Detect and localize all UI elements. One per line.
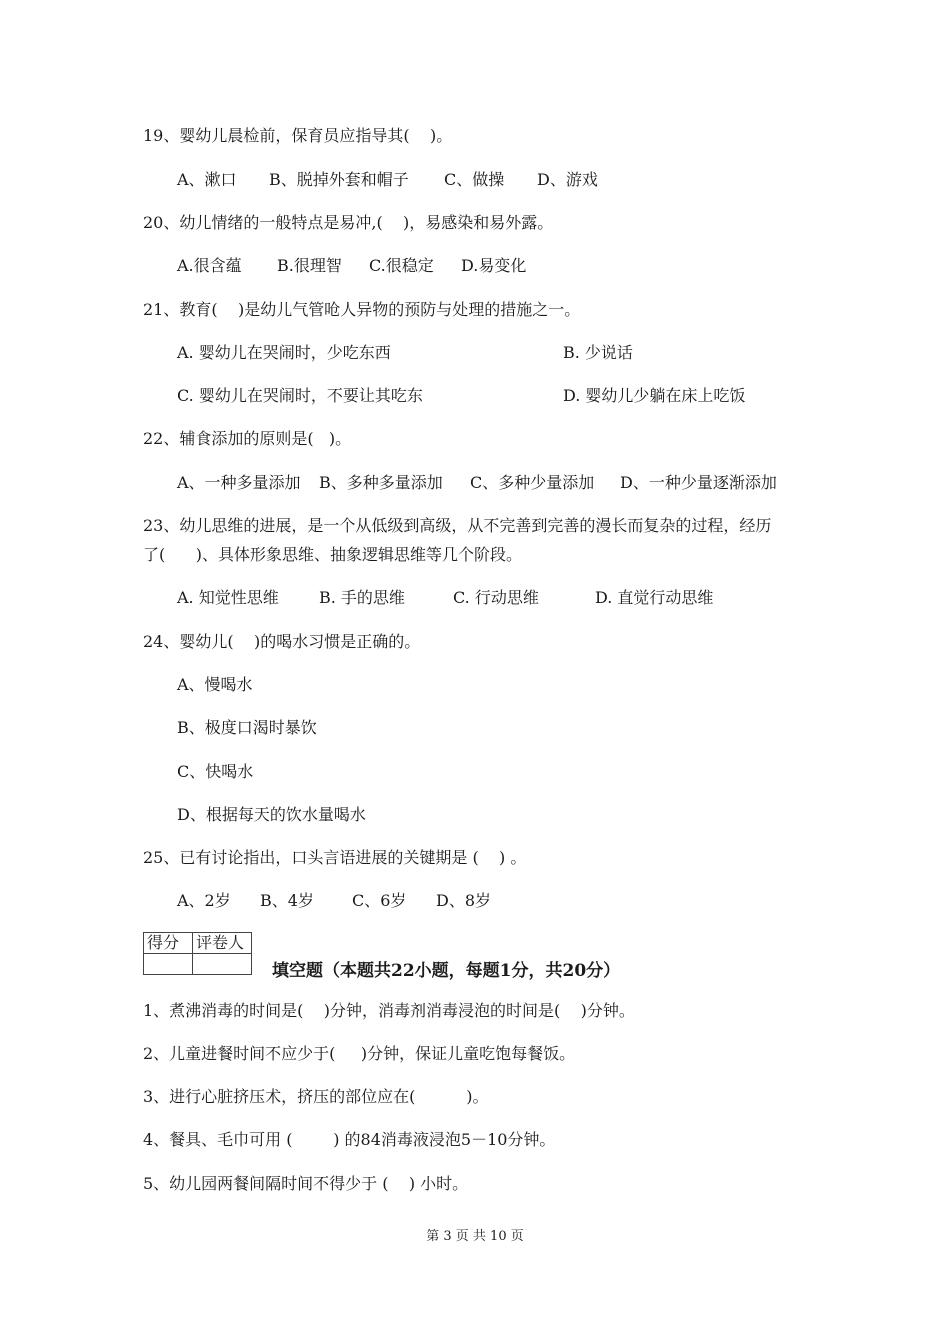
question-19-stem: 19、婴幼儿晨检前，保育员应指导其( )。 bbox=[143, 126, 453, 145]
question-19-option-a: A、漱口 bbox=[177, 170, 237, 189]
grader-cell[interactable] bbox=[193, 954, 252, 975]
question-20-option-d: D.易变化 bbox=[461, 256, 527, 275]
question-22-option-a: A、一种多量添加 bbox=[177, 473, 301, 492]
question-22-option-b: B、多种多量添加 bbox=[319, 473, 443, 492]
question-22-option-c: C、多种少量添加 bbox=[470, 473, 595, 492]
question-24-option-b: B、极度口渴时暴饮 bbox=[177, 718, 317, 737]
fill-blank-2: 2、儿童进餐时间不应少于( )分钟，保证儿童吃饱每餐饭。 bbox=[143, 1044, 576, 1063]
question-20-stem: 20、幼儿情绪的一般特点是易冲,( )，易感染和易外露。 bbox=[143, 213, 554, 232]
question-23-option-b: B. 手的思维 bbox=[319, 588, 405, 607]
fill-blank-1: 1、煮沸消毒的时间是( )分钟，消毒剂消毒浸泡的时间是( )分钟。 bbox=[143, 1001, 635, 1020]
question-23-option-a: A. 知觉性思维 bbox=[177, 588, 279, 607]
section-title: 填空题（本题共22小题，每题1分，共20分） bbox=[272, 961, 621, 981]
question-23-option-c: C. 行动思维 bbox=[453, 588, 539, 607]
question-25-option-a: A、2岁 bbox=[177, 891, 231, 910]
score-label: 得分 bbox=[144, 933, 193, 954]
question-20-option-c: C.很稳定 bbox=[369, 256, 434, 275]
question-21-option-d: D. 婴幼儿少躺在床上吃饭 bbox=[563, 386, 746, 405]
question-21-option-c: C. 婴幼儿在哭闹时，不要让其吃东 bbox=[177, 386, 423, 405]
question-24-option-a: A、慢喝水 bbox=[177, 675, 253, 694]
question-23-option-d: D. 直觉行动思维 bbox=[595, 588, 714, 607]
question-19-option-d: D、游戏 bbox=[537, 170, 598, 189]
question-21-stem: 21、教育( )是幼儿气管呛人异物的预防与处理的措施之一。 bbox=[143, 300, 581, 319]
score-cell[interactable] bbox=[144, 954, 193, 975]
question-19-option-b: B、脱掉外套和帽子 bbox=[269, 170, 409, 189]
question-25-option-b: B、4岁 bbox=[260, 891, 314, 910]
question-24-option-d: D、根据每天的饮水量喝水 bbox=[177, 805, 366, 824]
fill-blank-4: 4、餐具、毛巾可用 ( ) 的84消毒液浸泡5－10分钟。 bbox=[143, 1130, 556, 1149]
question-24-stem: 24、婴幼儿( )的喝水习惯是正确的。 bbox=[143, 632, 421, 651]
question-19-option-c: C、做操 bbox=[444, 170, 505, 189]
score-box bbox=[143, 932, 252, 975]
question-23-stem-line1: 23、幼儿思维的进展，是一个从低级到高级，从不完善到完善的漫长而复杂的过程，经历 bbox=[143, 516, 772, 535]
question-21-option-b: B. 少说话 bbox=[563, 343, 633, 362]
question-25-option-d: D、8岁 bbox=[436, 891, 492, 910]
fill-blank-5: 5、幼儿园两餐间隔时间不得少于 ( ) 小时。 bbox=[143, 1174, 469, 1193]
question-23-stem-line2: 了( )、具体形象思维、抽象逻辑思维等几个阶段。 bbox=[143, 545, 523, 564]
page-footer: 第 3 页 共 10 页 bbox=[426, 1229, 524, 1244]
fill-blank-3: 3、进行心脏挤压术，挤压的部位应在( )。 bbox=[143, 1087, 489, 1106]
question-21-option-a: A. 婴幼儿在哭闹时，少吃东西 bbox=[177, 343, 391, 362]
question-22-option-d: D、一种少量逐渐添加 bbox=[620, 473, 777, 492]
question-20-option-a: A.很含蕴 bbox=[177, 256, 242, 275]
question-20-option-b: B.很理智 bbox=[277, 256, 342, 275]
question-25-option-c: C、6岁 bbox=[352, 891, 407, 910]
grader-label: 评卷人 bbox=[193, 933, 252, 954]
question-24-option-c: C、快喝水 bbox=[177, 762, 254, 781]
question-22-stem: 22、辅食添加的原则是( )。 bbox=[143, 429, 352, 448]
question-25-stem: 25、已有讨论指出，口头言语进展的关键期是 ( ) 。 bbox=[143, 848, 527, 867]
